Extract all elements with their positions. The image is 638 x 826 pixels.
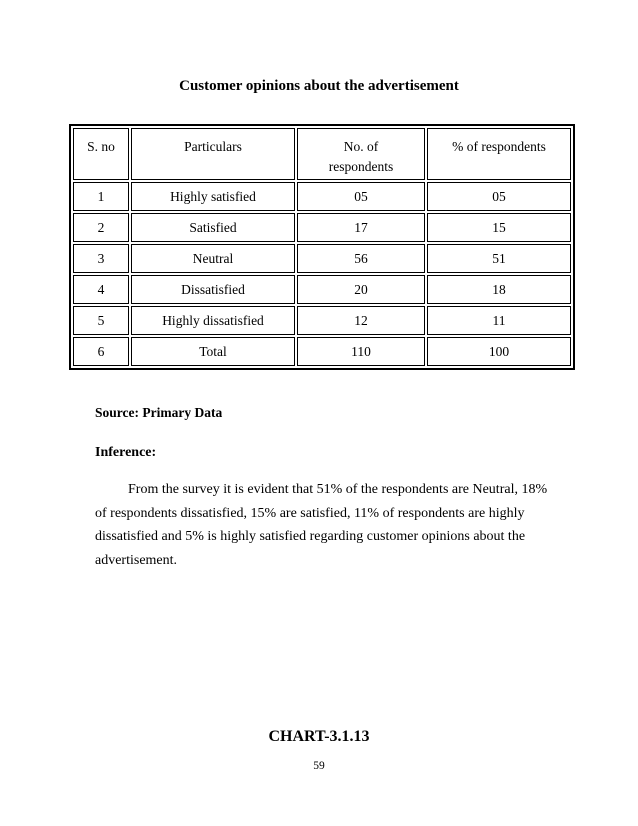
chart-label: CHART-3.1.13 — [268, 728, 370, 745]
cell-percent: 15 — [427, 213, 571, 242]
cell-sno: 2 — [73, 213, 129, 242]
cell-percent: 51 — [427, 244, 571, 273]
source-note: Source: Primary Data — [95, 405, 223, 420]
table-title: Customer opinions about the advertisement — [179, 78, 459, 94]
cell-sno: 4 — [73, 275, 129, 304]
header-sno: S. no — [73, 128, 129, 180]
cell-percent: 11 — [427, 306, 571, 335]
cell-sno: 6 — [73, 337, 129, 366]
cell-percent: 100 — [427, 337, 571, 366]
cell-percent: 18 — [427, 275, 571, 304]
table-row — [73, 182, 571, 211]
page-number: 59 — [313, 760, 325, 772]
cell-percent: 05 — [427, 182, 571, 211]
header-percent-respondents: % of respondents — [427, 128, 571, 180]
cell-respondents: 12 — [297, 306, 425, 335]
table-row — [73, 244, 571, 273]
cell-particulars: Highly satisfied — [131, 182, 295, 211]
opinions-table — [69, 124, 575, 370]
cell-particulars: Total — [131, 337, 295, 366]
cell-sno: 1 — [73, 182, 129, 211]
cell-respondents: 110 — [297, 337, 425, 366]
table-row — [73, 275, 571, 304]
cell-respondents: 56 — [297, 244, 425, 273]
table-row — [73, 213, 571, 242]
cell-particulars: Highly dissatisfied — [131, 306, 295, 335]
inference-paragraph: From the survey it is evident that 51% of the respondents are Neutral, 18% of respondents dissatisfied, 15% are satisfied, 11% of respondents are highly dissatisfied and 5% is highly satisfied regarding customer opinions about the advertisement. — [95, 482, 548, 568]
table-row — [73, 337, 571, 366]
header-particulars: Particulars — [131, 128, 295, 180]
cell-respondents: 17 — [297, 213, 425, 242]
cell-particulars: Satisfied — [131, 213, 295, 242]
cell-sno: 5 — [73, 306, 129, 335]
inference-heading: Inference: — [95, 445, 157, 460]
table-header-row — [73, 128, 571, 180]
table-row — [73, 306, 571, 335]
header-no-of-respondents: No. of respondents — [297, 128, 425, 180]
cell-respondents: 20 — [297, 275, 425, 304]
cell-particulars: Dissatisfied — [131, 275, 295, 304]
data-table-wrapper — [69, 124, 567, 368]
cell-particulars: Neutral — [131, 244, 295, 273]
cell-sno: 3 — [73, 244, 129, 273]
cell-respondents: 05 — [297, 182, 425, 211]
